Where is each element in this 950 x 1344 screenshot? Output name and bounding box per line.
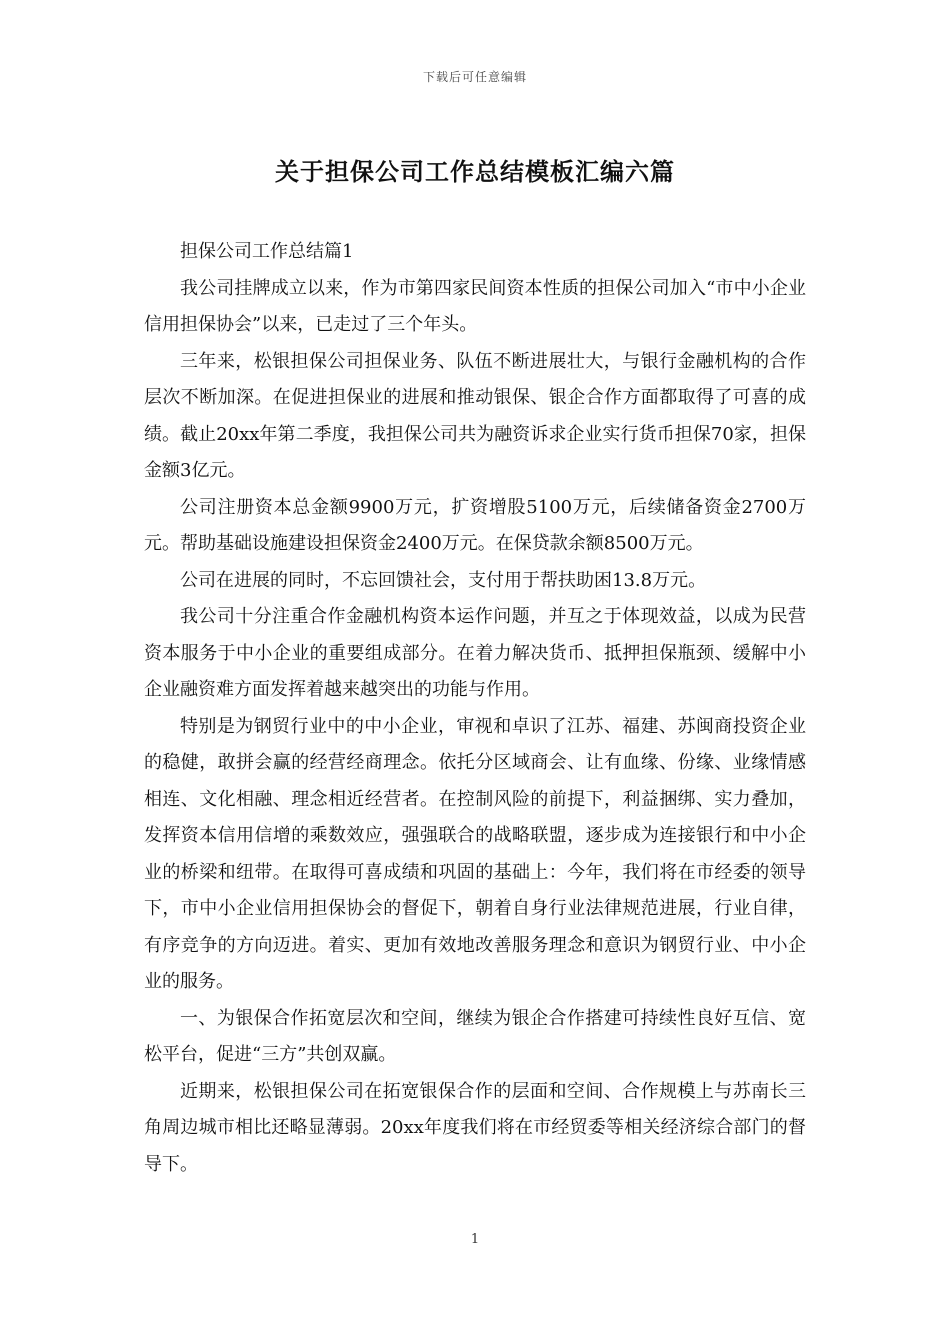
- header-note: 下载后可任意编辑: [422, 70, 527, 84]
- paragraph: 特别是为钢贸行业中的中小企业，审视和卓识了江苏、福建、苏闽商投资企业的稳健，敢拼会赢的经营经商理念。依托分区域商会、让有血缘、份缘、业缘情感相连、文化相融、理念相近经营者。在控制风险的前提下，利益捆绑、实力叠加，发挥资本信用信增的乘数效应，强强联合的战略联盟，逐步成为连接银行和中小企业的桥梁和纽带。在取得可喜成绩和巩固的基础上：今年，我们将在市经委的领导下，市中小企业信用担保协会的督促下，朝着自身行业法律规范进展，行业自律，有序竞争的方向迈进。着实、更加有效地改善服务理念和意识为钢贸行业、中小企业的服务。: [144, 715, 806, 992]
- document-body: [144, 234, 806, 1183]
- section-heading: 担保公司工作总结篇1: [180, 241, 354, 262]
- document-title: 关于担保公司工作总结模板汇编六篇: [275, 157, 675, 186]
- paragraph: 我公司十分注重合作金融机构资本运作问题，并互之于体现效益，以成为民营资本服务于中小企业的重要组成部分。在着力解决货币、抵押担保瓶颈、缓解中小企业融资难方面发挥着越来越突出的功能与作用。: [144, 606, 806, 700]
- paragraph: 近期来，松银担保公司在拓宽银保合作的层面和空间、合作规模上与苏南长三角周边城市相比还略显薄弱。20xx年度我们将在市经贸委等相关经济综合部门的督导下。: [144, 1080, 806, 1175]
- paragraph: 公司在进展的同时，不忘回馈社会，支付用于帮扶助困13.8万元。: [180, 569, 707, 591]
- paragraph: 我公司挂牌成立以来，作为市第四家民间资本性质的担保公司加入“市中小企业信用担保协会”以来，已走过了三个年头。: [144, 277, 806, 335]
- page-number: 1: [470, 1232, 480, 1247]
- paragraph: 三年来，松银担保公司担保业务、队伍不断进展壮大，与银行金融机构的合作层次不断加深。在促进担保业的进展和推动银保、银企合作方面都取得了可喜的成绩。截止20xx年第二季度，我担保公司共为融资诉求企业实行货币担保70家，担保金额3亿元。: [144, 350, 806, 481]
- paragraph: 公司注册资本总金额9900万元，扩资增股5100万元，后续储备资金2700万元。帮助基础设施建设担保资金2400万元。在保贷款余额8500万元。: [144, 496, 806, 554]
- paragraph: 一、为银保合作拓宽层次和空间，继续为银企合作搭建可持续性良好互信、宽松平台，促进“三方”共创双赢。: [144, 1007, 806, 1065]
